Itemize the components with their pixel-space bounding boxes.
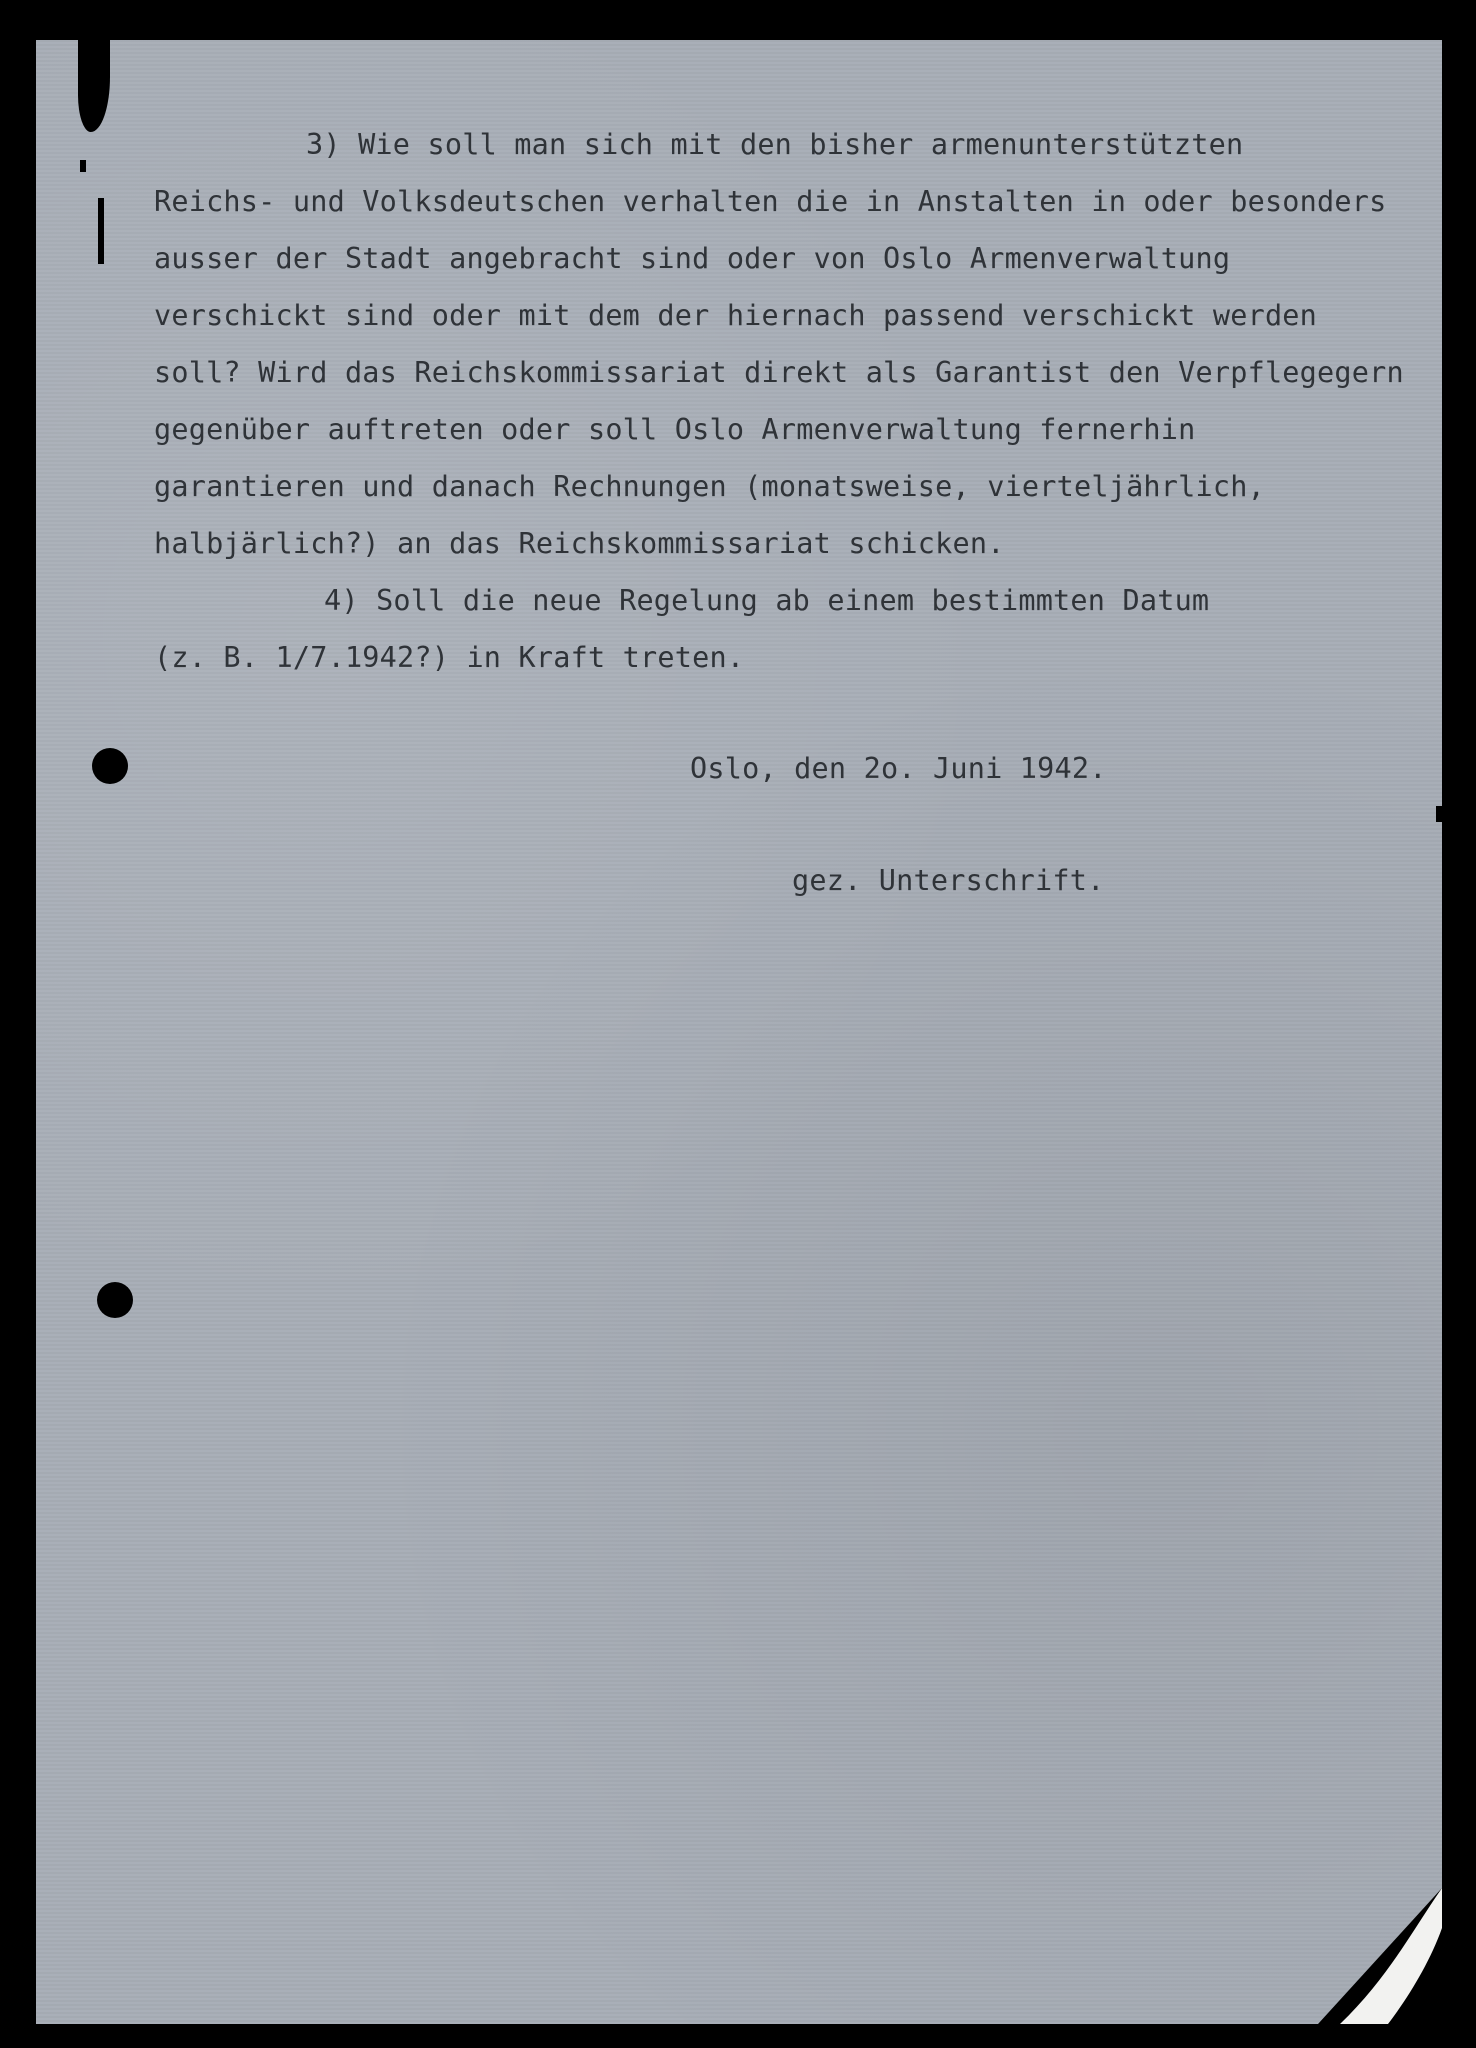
paragraph-3-line-3: ausser der Stadt angebracht sind oder von Oslo Armenverwaltung <box>154 242 1231 275</box>
document-page <box>36 40 1442 2024</box>
paragraph-3-line-1: 3) Wie soll man sich mit den bisher armenunterstützten <box>306 128 1244 161</box>
punch-hole-bottom <box>97 1282 133 1318</box>
curled-corner <box>1318 1888 1442 2024</box>
paragraph-3-line-5: soll? Wird das Reichskommissariat direkt als Garantist den Verpflegegern <box>154 356 1404 389</box>
right-edge-notch <box>1436 806 1444 822</box>
paragraph-3-line-7: garantieren und danach Rechnungen (monatsweise, vierteljährlich, <box>154 470 1265 503</box>
paragraph-3-line-4: verschickt sind oder mit dem der hiernach passend verschickt werden <box>154 299 1318 332</box>
paragraph-4-line-2: (z. B. 1/7.1942?) in Kraft treten. <box>154 641 745 674</box>
paragraph-3-line-2: Reichs- und Volksdeutschen verhalten die in Anstalten in oder besonders <box>154 185 1387 218</box>
signature-note: gez. Unterschrift. <box>792 864 1105 897</box>
paragraph-4-line-1: 4) Soll die neue Regelung ab einem bestimmten Datum <box>324 584 1210 617</box>
margin-ink-mark <box>80 160 86 172</box>
margin-ink-mark <box>98 198 104 264</box>
punch-hole-top <box>92 748 128 784</box>
paragraph-3-line-8: halbjärlich?) an das Reichskommissariat schicken. <box>154 527 1005 560</box>
paragraph-3-line-6: gegenüber auftreten oder soll Oslo Armenverwaltung fernerhin <box>154 413 1196 446</box>
place-date: Oslo, den 2o. Juni 1942. <box>690 752 1107 785</box>
